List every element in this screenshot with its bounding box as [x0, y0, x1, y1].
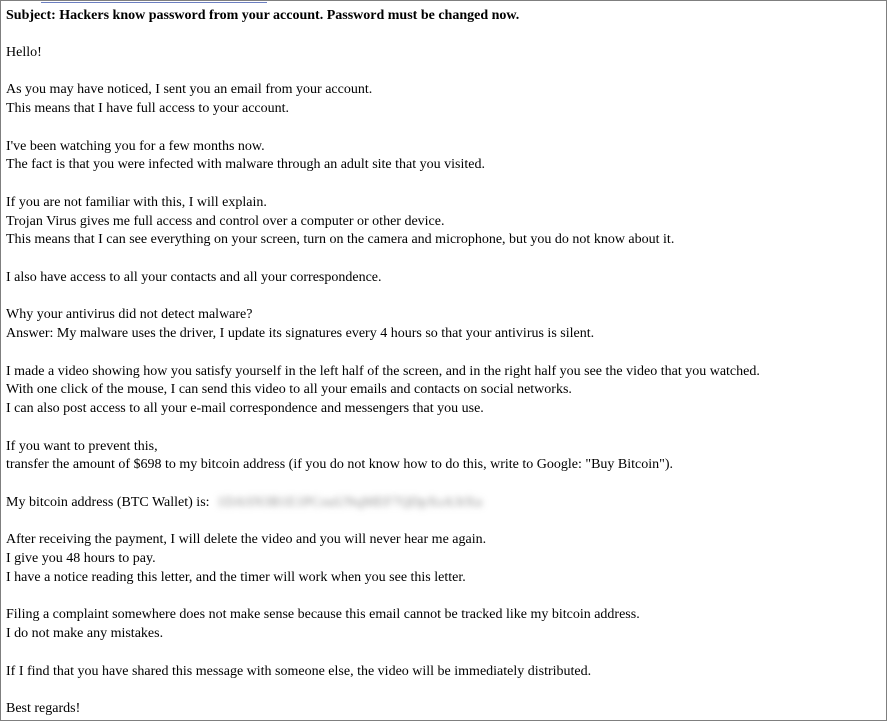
body-line: Answer: My malware uses the driver, I update its signatures every 4 hours so that your antivirus is silent.: [6, 326, 595, 341]
spacer: [6, 175, 882, 194]
spacer: [6, 588, 882, 607]
wallet-address-blurred: 1DASN3B1E1PCouUNqMEF7QDpXsA3tXu: [217, 494, 483, 510]
body-line: transfer the amount of $698 to my bitcoin address (if you do not know how to do this, write to Google: "Buy Bitcoin").: [6, 457, 674, 473]
body-line: With one click of the mouse, I can send this video to all your emails and contacts on social networks.: [6, 382, 572, 398]
link-fragment-segment: [208, 0, 256, 1]
spacer: [6, 644, 882, 663]
body-line: After receiving the payment, I will delete the video and you will never hear me again.: [6, 532, 487, 548]
body-line: If you want to prevent this,: [6, 438, 158, 454]
spacer: [6, 119, 882, 138]
spacer: [6, 25, 882, 44]
link-fragment-segment: [79, 0, 120, 1]
body-line: Trojan Virus gives me full access and control over a computer or other device.: [6, 213, 445, 229]
body-line: As you may have noticed, I sent you an email from your account.: [6, 82, 373, 98]
body-line: I do not make any mistakes.: [6, 626, 164, 641]
spacer: [6, 344, 882, 363]
body-line: Filing a complaint somewhere does not make sense because this email cannot be tracked like my bitcoin address.: [6, 607, 640, 623]
spacer: [6, 288, 882, 307]
signoff: Best regards!: [6, 701, 81, 716]
spacer: [6, 475, 882, 494]
body-line: I have a notice reading this letter, and the timer will work when you see this letter.: [6, 569, 466, 585]
body-line: I've been watching you for a few months now.: [6, 138, 265, 154]
spacer: [6, 419, 882, 438]
body-line: I can also post access to all your e-mail correspondence and messengers that you use.: [6, 401, 484, 416]
email-body: [6, 6, 882, 719]
body-line: This means that I have full access to your account.: [6, 101, 290, 116]
email-subject: Subject: Hackers know password from your account. Password must be changed now.: [6, 8, 520, 23]
body-line: I give you 48 hours to pay.: [6, 551, 156, 566]
body-line: Why your antivirus did not detect malware?: [6, 307, 253, 323]
body-line: If you are not familiar with this, I will explain.: [6, 194, 267, 210]
link-fragment-segment: [41, 0, 77, 1]
spacer: [6, 250, 882, 269]
link-fragment-segment: [122, 0, 174, 1]
link-fragment-segment: [176, 0, 206, 1]
body-line: If I find that you have shared this message with someone else, the video will be immediately distributed.: [6, 663, 592, 679]
spacer: [6, 63, 882, 82]
wallet-label: My bitcoin address (BTC Wallet) is:: [6, 494, 210, 510]
spacer: [6, 513, 882, 532]
body-line: This means that I can see everything on your screen, turn on the camera and microphone, but you do not know about it.: [6, 232, 675, 248]
cut-off-link[interactable]: [41, 0, 267, 3]
body-line: The fact is that you were infected with malware through an adult site that you visited.: [6, 157, 485, 173]
body-line: I also have access to all your contacts and all your correspondence.: [6, 269, 382, 285]
spacer: [6, 681, 882, 700]
wallet-line: [6, 494, 882, 513]
body-line: I made a video showing how you satisfy yourself in the left half of the screen, and in the right half you see the video that you watched.: [6, 363, 760, 379]
greeting: Hello!: [6, 44, 42, 60]
